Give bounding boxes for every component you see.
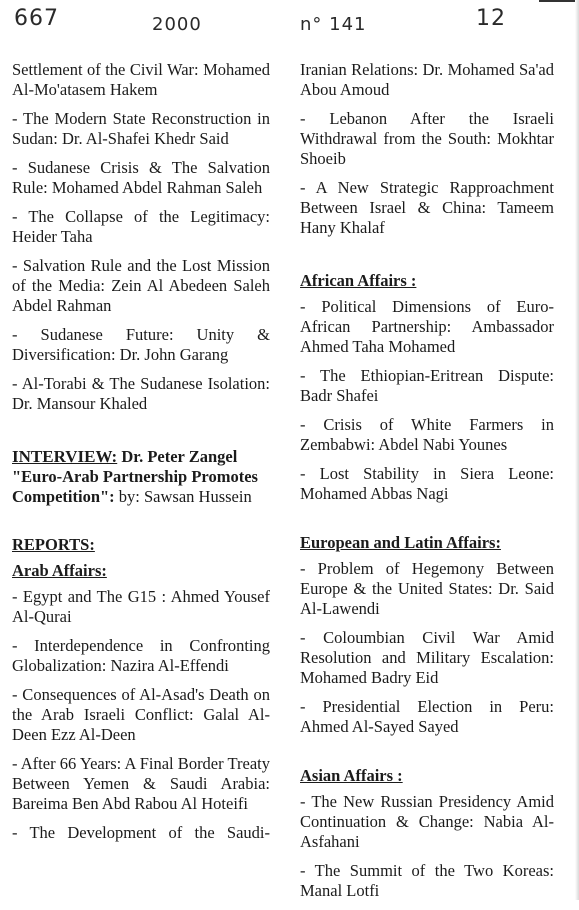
arab-affairs-heading: Arab Affairs: — [12, 561, 107, 580]
scan-edge-shadow — [575, 0, 579, 900]
toc-entry: - Coloumbian Civil War Amid Resolution and Military Escalation: Mohamed Badry Eid — [300, 628, 554, 687]
toc-entry: - Al-Torabi & The Sudanese Isolation: Dr. Mansour Khaled — [12, 374, 270, 413]
toc-entry: - The Summit of the Two Koreas: Manal Lotfi — [300, 861, 554, 900]
handwritten-sheet-number: 12 — [476, 6, 506, 31]
spacer — [300, 746, 554, 766]
handwritten-year: 2000 — [152, 14, 202, 35]
toc-entry: - Presidential Election in Peru: Ahmed Al-Sayed Sayed — [300, 697, 554, 736]
interview-title: Dr. Peter Zangel "Euro-Arab Partnership Promotes Competition": — [12, 447, 258, 506]
spacer — [300, 513, 554, 533]
left-column — [12, 60, 270, 852]
toc-entry: - The Modern State Reconstruction in Sudan: Dr. Al-Shafei Khedr Said — [12, 109, 270, 148]
interview-entry — [12, 447, 270, 507]
toc-entry: - Lebanon After the Israeli Withdrawal from the South: Mokhtar Shoeib — [300, 109, 554, 168]
interview-label: INTERVIEW: — [12, 447, 118, 466]
toc-entry: - Problem of Hegemony Between Europe & the United States: Dr. Said Al-Lawendi — [300, 559, 554, 618]
toc-entry: - Interdependence in Confronting Globalization: Nazira Al-Effendi — [12, 636, 270, 675]
handwritten-page-number: 667 — [14, 6, 59, 31]
toc-entry: - Crisis of White Farmers in Zembabwi: Abdel Nabi Younes — [300, 415, 554, 454]
toc-entry: - A New Strategic Rapproachment Between Israel & China: Tameem Hany Khalaf — [300, 178, 554, 237]
interview-byline: by: Sawsan Hussein — [118, 487, 252, 506]
spacer — [12, 423, 270, 447]
toc-entry: - The Development of the Saudi- — [12, 823, 270, 842]
toc-entry: - Salvation Rule and the Lost Mission of the Media: Zein Al Abedeen Saleh Abdel Rahman — [12, 256, 270, 315]
toc-entry: - The Collapse of the Legitimacy: Heider Taha — [12, 207, 270, 246]
reports-heading: REPORTS: — [12, 535, 95, 554]
toc-entry: - The New Russian Presidency Amid Continuation & Change: Nabia Al-Asfahani — [300, 792, 554, 851]
european-affairs-heading: European and Latin Affairs: — [300, 533, 501, 552]
handwritten-issue: n° 141 — [300, 14, 367, 35]
right-column — [300, 60, 554, 910]
spacer — [300, 247, 554, 271]
toc-entry: Settlement of the Civil War: Mohamed Al-Mo'atasem Hakem — [12, 60, 270, 99]
toc-entry: - The Ethiopian-Eritrean Dispute: Badr Shafei — [300, 366, 554, 405]
spacer — [12, 511, 270, 535]
toc-entry: - Political Dimensions of Euro-African Partnership: Ambassador Ahmed Taha Mohamed — [300, 297, 554, 356]
toc-entry: - Lost Stability in Siera Leone: Mohamed Abbas Nagi — [300, 464, 554, 503]
toc-entry: - Consequences of Al-Asad's Death on the Arab Israeli Conflict: Galal Al-Deen Ezz Al-Deen — [12, 685, 270, 744]
toc-entry: - Sudanese Future: Unity & Diversification: Dr. John Garang — [12, 325, 270, 364]
toc-entry: - After 66 Years: A Final Border Treaty Between Yemen & Saudi Arabia: Bareima Ben Abd Rabou Al Hoteifi — [12, 754, 270, 813]
african-affairs-heading: African Affairs : — [300, 271, 417, 290]
asian-affairs-heading: Asian Affairs : — [300, 766, 403, 785]
toc-entry: - Egypt and The G15 : Ahmed Yousef Al-Qurai — [12, 587, 270, 626]
toc-entry: Iranian Relations: Dr. Mohamed Sa'ad Abou Amoud — [300, 60, 554, 99]
toc-entry: - Sudanese Crisis & The Salvation Rule: Mohamed Abdel Rahman Saleh — [12, 158, 270, 197]
top-edge-line — [539, 0, 579, 2]
